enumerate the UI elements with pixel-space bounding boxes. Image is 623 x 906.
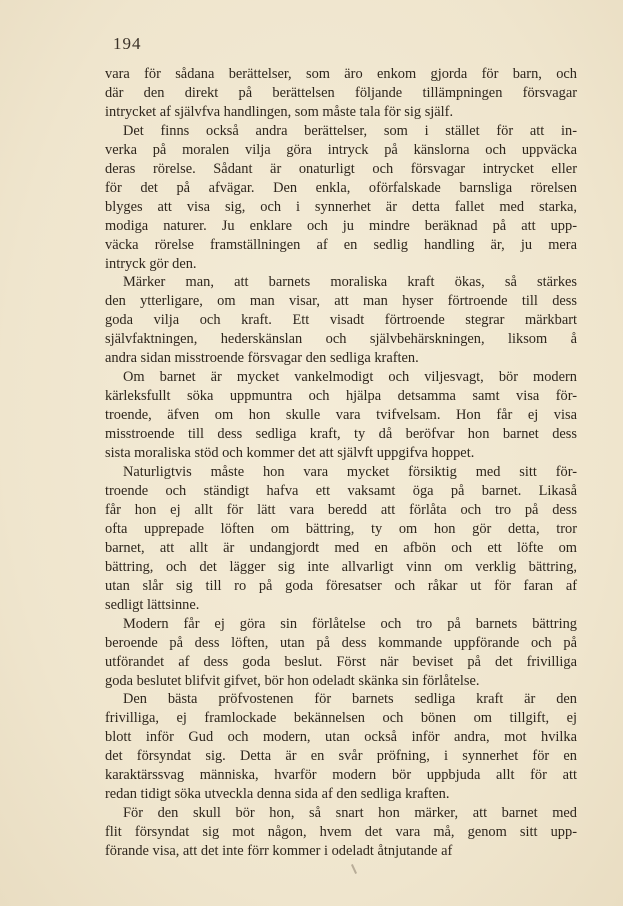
text-line: utförandet af dess goda beslut. Först när beviset på det frivilliga [105, 653, 577, 670]
text-line: kärleksfullt söka uppmuntra och hjälpa detsamma samt visa för- [105, 388, 577, 405]
text-line: förande visa, att det inte förr kommer i odeladt åtnjutande af [105, 843, 453, 860]
text-line: frivilliga, ej framlockade bekännelsen och bönen om tillgift, ej [105, 710, 577, 727]
paragraph [105, 615, 577, 691]
text-line: Naturligtvis måste hon vara mycket försiktig med sitt för- [123, 464, 577, 481]
text-line: får hon ej allt för lätt vara beredd att förlåta och tro på dess [105, 501, 577, 518]
text-line: troende, äfven om hon skulle vara tvifvelsam. Hon får ej visa [105, 407, 577, 424]
text-line: karaktärssvag människa, hvarför modern bör uppbjuda allt för att [105, 767, 577, 784]
text-line: den ytterligare, om man visar, att man hyser förtroende till dess [105, 293, 577, 310]
page-number: 194 [113, 34, 142, 53]
text-line: andra sidan misstroende försvagar den sedliga kraften. [105, 350, 419, 367]
ink-speck [351, 864, 357, 874]
text-line: misstroende till dess sedliga kraft, ty då beröfvar hon barnet dess [105, 426, 577, 443]
text-line: barnet, att allt är undangjordt med en afbön och ett löfte om [105, 539, 577, 556]
paragraph [105, 65, 577, 122]
paragraph [105, 122, 577, 274]
text-line: där den direkt på berättelsen följande tillämpningen försvagar [105, 84, 577, 101]
text-line: ofta upprepade löften om bättring, ty om hon gör detta, tror [105, 520, 577, 537]
text-line: beroende på dess löften, utan på dess kommande uppförande och på [105, 634, 577, 651]
text-line: Märker man, att barnets moraliska kraft ökas, så stärkes [123, 274, 577, 291]
text-line: Om barnet är mycket vankelmodigt och viljesvagt, bör modern [123, 369, 577, 386]
text-line: För den skull bör hon, så snart hon märker, att barnet med [123, 805, 577, 822]
text-line: deras rörelse. Sådant är onaturligt och försvagar intrycket eller [105, 160, 577, 177]
text-line: bättring, och det lägger sig inte allvarligt vinn om verklig bättring, [105, 558, 577, 575]
text-line: självfaktningen, hederskänslan och självbehärskningen, liksom å [105, 331, 577, 348]
text-line: flit försyndat sig mot någon, hvem det vara må, genom sitt upp- [105, 824, 577, 841]
text-line: intryck gör den. [105, 255, 197, 272]
text-line: sista moraliska stöd och kommer det att självft uppgifva hoppet. [105, 445, 475, 462]
text-line: verka på moralen vilja göra intryck på känslorna och uppväcka [105, 141, 577, 158]
paragraph [105, 690, 577, 804]
paragraph [105, 273, 577, 368]
paragraph [105, 463, 577, 615]
text-line: redan tidigt söka utveckla denna sida af den sedliga kraften. [105, 786, 450, 803]
text-line: det försyndat sig. Detta är en svår pröfning, i synnerhet för en [105, 748, 577, 765]
paragraph [105, 804, 577, 861]
text-line: sedligt lättsinne. [105, 596, 200, 613]
text-line: Den bästa pröfvostenen för barnets sedliga kraft är den [123, 691, 577, 708]
text-line: vara för sådana berättelser, som äro enkom gjorda för barn, och [105, 66, 577, 82]
text-line: Modern får ej göra sin förlåtelse och tro på barnets bättring [123, 615, 577, 632]
text-line: Det finns också andra berättelser, som i stället för att in- [123, 122, 577, 139]
text-line: blott inför Gud och modern, utan också inför andra, mot hvilka [105, 729, 577, 746]
text-line: goda vilja och kraft. Ett visadt förtroende stegrar märkbart [105, 312, 577, 329]
body-text [105, 65, 577, 861]
text-line: utan slår sig till ro på goda föresatser och råkar ut för faran af [105, 577, 577, 594]
text-line: modiga naturer. Ju enklare och ju mindre beräknad på att upp- [105, 217, 577, 234]
text-line: goda beslutet blifvit gifvet, bör hon odeladt skänka sin förlåtelse. [105, 672, 480, 689]
text-line: blyges att visa sig, och i synnerhet är detta fallet med starka, [105, 198, 577, 215]
text-line: väcka rörelse framställningen af en sedlig handling är, ju mera [105, 236, 577, 253]
text-line: troende och ständigt hafva ett vaksamt öga på barnet. Likaså [105, 482, 577, 499]
text-line: intrycket af självfva handlingen, som måste tala för sig själf. [105, 103, 454, 120]
paragraph [105, 368, 577, 463]
text-line: för det på afvägar. Den enkla, oförfalskade barnsliga rörelsen [105, 179, 577, 196]
